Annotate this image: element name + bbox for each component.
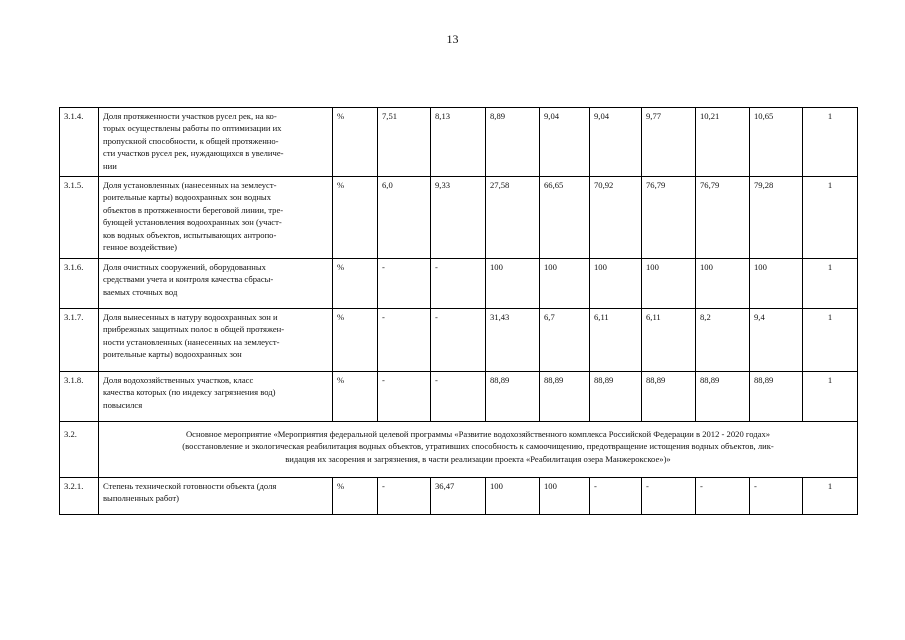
value-cell: -: [378, 372, 431, 422]
value-cell: 31,43: [486, 309, 540, 372]
indicator-description: Доля водохозяйственных участков, класс качества которых (по индексу загрязнения вод) повысился: [99, 372, 333, 422]
row-number: 3.1.7.: [60, 309, 99, 372]
unit-cell: %: [333, 309, 378, 372]
value-cell: -: [750, 478, 803, 515]
table-row: [60, 372, 858, 422]
value-cell: 9,04: [540, 108, 590, 177]
value-cell: 100: [696, 259, 750, 309]
value-cell: 9,04: [590, 108, 642, 177]
value-cell: 6,7: [540, 309, 590, 372]
row-number: 3.2.: [60, 422, 99, 478]
value-cell: -: [642, 478, 696, 515]
value-cell: 100: [486, 478, 540, 515]
value-cell: 8,13: [431, 108, 486, 177]
value-cell: -: [431, 259, 486, 309]
unit-cell: %: [333, 259, 378, 309]
indicator-description: Доля протяженности участков русел рек, на ко- торых осуществлены работы по оптимизации их пропускной способности, к общей протяженно- сти участков русел рек, нуждающихся в увеличе- нии: [99, 108, 333, 177]
row-number: 3.1.6.: [60, 259, 99, 309]
value-cell: -: [378, 478, 431, 515]
value-cell: 76,79: [642, 177, 696, 259]
value-cell: 88,89: [750, 372, 803, 422]
value-cell: 6,0: [378, 177, 431, 259]
page-number: 13: [446, 32, 459, 46]
value-cell: -: [431, 372, 486, 422]
unit-cell: %: [333, 177, 378, 259]
value-cell: 88,89: [642, 372, 696, 422]
value-cell: 10,65: [750, 108, 803, 177]
value-cell: 10,21: [696, 108, 750, 177]
table-row: [60, 478, 858, 515]
value-cell: 7,51: [378, 108, 431, 177]
row-number: 3.1.5.: [60, 177, 99, 259]
last-column-cell: 1: [803, 372, 858, 422]
value-cell: 100: [590, 259, 642, 309]
last-column-cell: 1: [803, 478, 858, 515]
indicator-description: Доля установленных (нанесенных на землеуст- роительные карты) водоохранных зон водных объектов в протяженности береговой линии, тре- бующей установления водоохранных зон (участ- ков водных объектов, испытывающих антропо- генное воздействие): [99, 177, 333, 259]
section-row: [60, 422, 858, 478]
value-cell: 6,11: [590, 309, 642, 372]
last-column-cell: 1: [803, 309, 858, 372]
value-cell: -: [378, 309, 431, 372]
last-column-cell: 1: [803, 259, 858, 309]
last-column-cell: 1: [803, 177, 858, 259]
value-cell: -: [696, 478, 750, 515]
indicator-description: Доля очистных сооружений, оборудованных средствами учета и контроля качества сбрасы- ваемых сточных вод: [99, 259, 333, 309]
section-title: Основное мероприятие «Мероприятия федеральной целевой программы «Развитие водохозяйственного комплекса Российской Федерации в 2012 - 2020 годах» (восстановление и экологическая реабилитация водных объектов, утративших способность к самоочищению, предотвращение истощения водных объектов, лик- видация их засорения и загрязнения, в части реализации проекта «Реабилитация озера Манжерокское»)»: [99, 422, 858, 478]
unit-cell: %: [333, 478, 378, 515]
table-row: [60, 309, 858, 372]
value-cell: 8,2: [696, 309, 750, 372]
last-column-cell: 1: [803, 108, 858, 177]
row-number: 3.1.8.: [60, 372, 99, 422]
value-cell: 9,33: [431, 177, 486, 259]
table-row: [60, 177, 858, 259]
value-cell: -: [431, 309, 486, 372]
value-cell: 100: [540, 478, 590, 515]
indicator-description: Степень технической готовности объекта (доля выполненных работ): [99, 478, 333, 515]
value-cell: -: [378, 259, 431, 309]
value-cell: 100: [486, 259, 540, 309]
value-cell: 88,89: [540, 372, 590, 422]
indicators-table: [59, 107, 858, 515]
unit-cell: %: [333, 372, 378, 422]
value-cell: 88,89: [696, 372, 750, 422]
indicator-description: Доля вынесенных в натуру водоохранных зон и прибрежных защитных полос в общей протяжен- ности установленных (нанесенных на землеуст- роительные карты) водоохранных зон: [99, 309, 333, 372]
unit-cell: %: [333, 108, 378, 177]
value-cell: -: [590, 478, 642, 515]
value-cell: 100: [540, 259, 590, 309]
value-cell: 100: [750, 259, 803, 309]
value-cell: 70,92: [590, 177, 642, 259]
value-cell: 66,65: [540, 177, 590, 259]
value-cell: 9,77: [642, 108, 696, 177]
value-cell: 79,28: [750, 177, 803, 259]
table-row: [60, 108, 858, 177]
value-cell: 27,58: [486, 177, 540, 259]
row-number: 3.1.4.: [60, 108, 99, 177]
value-cell: 76,79: [696, 177, 750, 259]
value-cell: 88,89: [590, 372, 642, 422]
value-cell: 88,89: [486, 372, 540, 422]
row-number: 3.2.1.: [60, 478, 99, 515]
table-row: [60, 259, 858, 309]
value-cell: 8,89: [486, 108, 540, 177]
value-cell: 6,11: [642, 309, 696, 372]
value-cell: 9,4: [750, 309, 803, 372]
value-cell: 100: [642, 259, 696, 309]
value-cell: 36,47: [431, 478, 486, 515]
